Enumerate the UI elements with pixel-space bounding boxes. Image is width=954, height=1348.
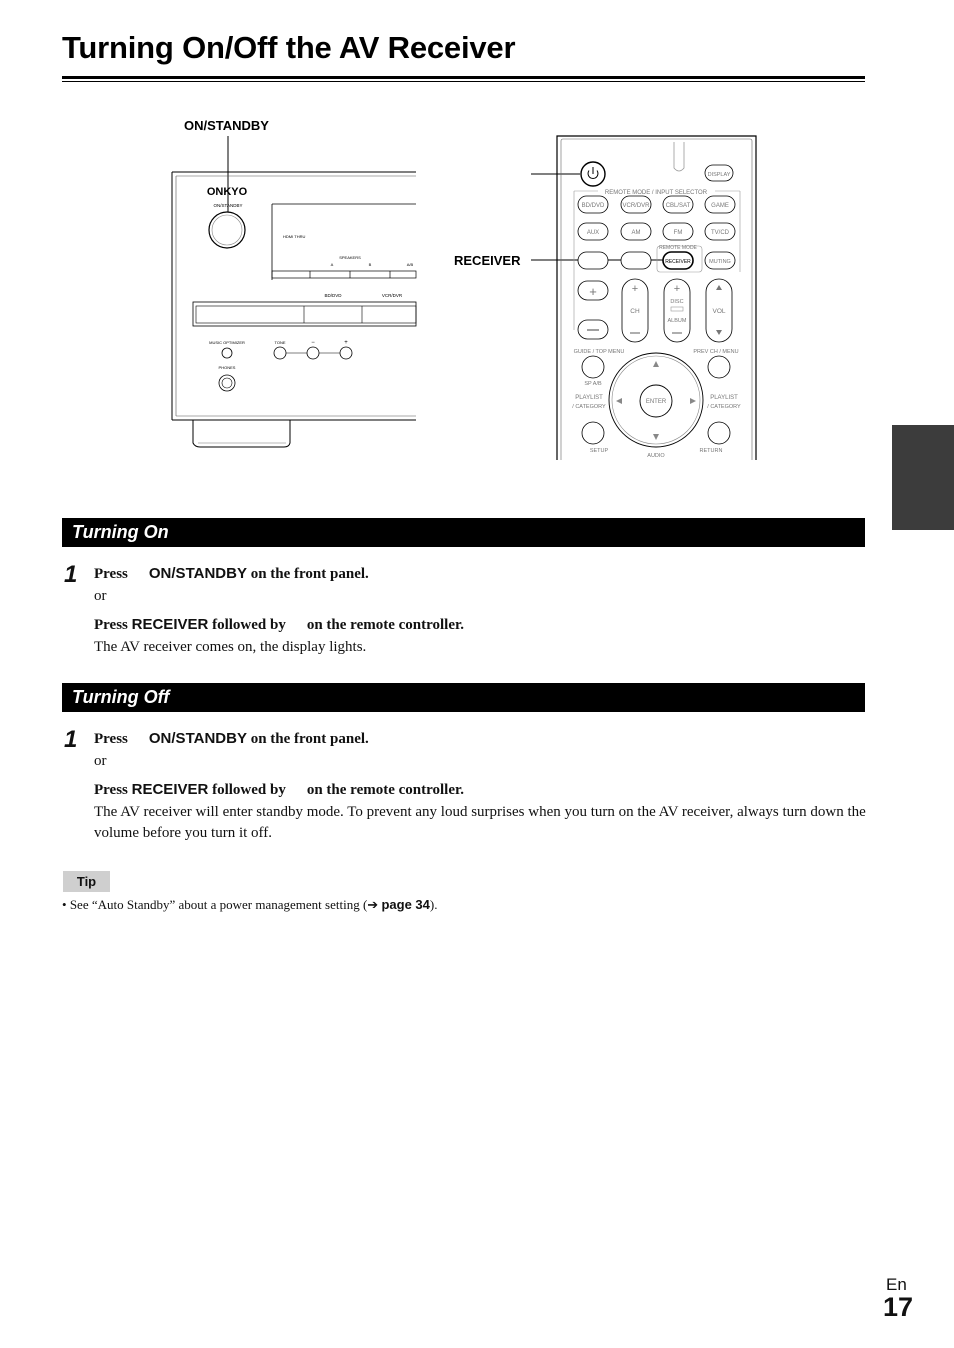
brand-logo: ONKYO [206,186,248,198]
svg-text:REMOTE MODE / INPUT SELECTOR: REMOTE MODE / INPUT SELECTOR [604,190,708,196]
svg-text:DISC: DISC [670,299,684,305]
svg-text:GAME: GAME [711,203,729,209]
step-result: The AV receiver comes on, the display lights. [94,639,367,655]
svg-text:REMOTE MODE: REMOTE MODE [659,245,697,251]
remote-receiver-callout: RECEIVER [454,253,521,268]
illustration [0,0,954,480]
svg-text:A: A [330,262,334,267]
svg-text:/ CATEGORY: / CATEGORY [707,404,741,410]
tip-text: • See “Auto Standby” about a power management setting (➔ page 34). [62,897,438,912]
svg-text:AM: AM [631,230,641,236]
page-title: Turning On/Off the AV Receiver [62,30,516,65]
step-instruction-remote: Press RECEIVER followed by on the remote controller. [94,781,465,798]
svg-text:ENTER: ENTER [645,399,667,405]
display-text: HDMI THRU [283,234,306,239]
svg-text:−: − [311,340,315,346]
remote-controller [557,136,756,460]
svg-text:CBL/SAT: CBL/SAT [665,203,691,209]
or-text: or [94,753,107,769]
remote-setup-button[interactable] [582,422,604,444]
page-link[interactable]: page 34 [381,897,430,912]
svg-text:PLAYLIST: PLAYLIST [575,395,603,401]
step-instruction-remote: Press RECEIVER followed by on the remote controller. [94,616,465,633]
step-instruction: Press ON/STANDBY on the front panel. [94,565,369,582]
svg-text:VCR/DVR: VCR/DVR [381,293,403,298]
step-instruction: Press ON/STANDBY on the front panel. [94,730,369,747]
svg-text:MUSIC OPTIMIZER: MUSIC OPTIMIZER [209,340,245,345]
step-result: The AV receiver will enter standby mode. To prevent any loud surprises when you turn on the AV receiver, always turn down the volume before you turn it off. [94,804,866,841]
svg-text:AUDIO: AUDIO [647,453,665,459]
svg-text:TV/CD: TV/CD [711,230,729,236]
svg-text:FM: FM [673,230,683,236]
front-panel [172,172,416,447]
svg-text:PREV CH / MENU: PREV CH / MENU [693,349,739,355]
svg-text:PLAYLIST: PLAYLIST [710,395,738,401]
or-text: or [94,588,107,604]
remote-guide-button[interactable] [582,356,604,378]
svg-text:BD/DVD: BD/DVD [324,293,342,298]
front-onstandby-callout: ON/STANDBY [184,118,269,133]
svg-text:VCR/DVR: VCR/DVR [622,203,650,209]
step-number: 1 [64,726,78,753]
svg-text:+: + [673,283,681,295]
step-number: 1 [64,561,78,588]
svg-text:BD/DVD: BD/DVD [581,203,605,209]
remote-port-button[interactable] [578,252,608,269]
svg-text:+: + [344,340,348,346]
svg-text:SETUP: SETUP [589,448,609,454]
arrow-icon: ➔ [367,897,379,912]
svg-text:A/B: A/B [406,262,414,267]
remote-usb-button[interactable] [621,252,651,269]
svg-text:GUIDE / TOP MENU: GUIDE / TOP MENU [573,349,625,355]
svg-text:RECEIVER: RECEIVER [665,259,691,265]
svg-text:VOL: VOL [712,308,726,315]
page-number: 17 [883,1292,914,1322]
section-heading-turning-on: Turning On [62,518,865,547]
front-power-button[interactable] [209,212,245,248]
svg-text:PHONES: PHONES [218,365,236,370]
power-label-small: ON/STANDBY [213,203,243,208]
svg-text:B: B [368,262,372,267]
svg-text:+: + [589,284,597,299]
speakers-label: SPEAKERS [339,255,361,260]
tip-label: Tip [63,871,110,892]
svg-text:/ CATEGORY: / CATEGORY [572,404,606,410]
svg-text:MUTING: MUTING [709,259,731,265]
svg-text:TONE: TONE [274,340,286,345]
section-heading-turning-off: Turning Off [62,683,865,712]
svg-text:AUX: AUX [586,230,600,236]
remote-return-button[interactable] [708,422,730,444]
svg-text:DISPLAY: DISPLAY [707,172,731,178]
language-label: En [886,1275,907,1294]
svg-text:CH: CH [630,308,640,315]
svg-text:RETURN: RETURN [699,448,723,454]
svg-text:+: + [631,283,639,295]
svg-text:ALBUM: ALBUM [667,318,687,324]
remote-prev-ch-button[interactable] [708,356,730,378]
svg-text:SP A/B: SP A/B [584,381,602,387]
